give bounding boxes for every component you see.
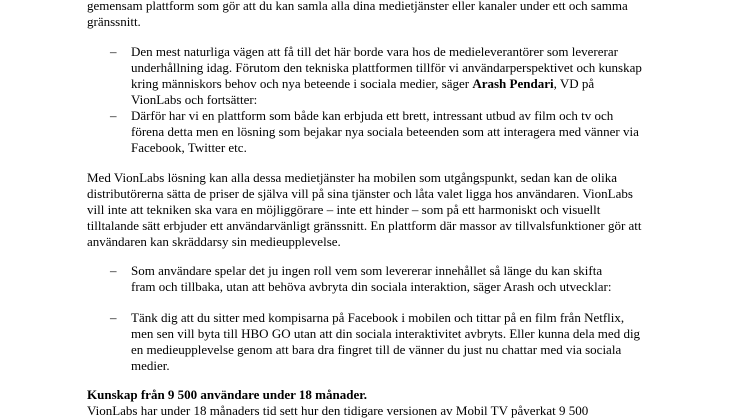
quote1-item1-line-3-prefix: kring människors behov och nya beteende i sociala medier, säger [131, 76, 473, 91]
section-heading [87, 387, 367, 403]
quote2-item2-line-1: Tänk dig att du sitter med kompisarna på Facebook i mobilen och tittar på en film från Netflix, [131, 310, 625, 325]
paragraph2-line-1: Med VionLabs lösning kan alla dessa medietjänster ha mobilen som utgångspunkt, sedan kan de olika [87, 170, 618, 185]
quote1-item1-line-2: underhållning idag. Förutom den tekniska plattformen tillför vi användarperspektivet och kunskap [131, 60, 642, 75]
paragraph2-line-4: tilltalande sätt erbjuder ett användarvänligt gränssnitt. En plattform där massor av tillvalsfunktioner gör att [87, 218, 642, 233]
quote1-item1-line-3-suffix: , VD på [553, 76, 595, 91]
paragraph2-line-5: användaren kan skräddarsy sin medieupplevelse. [87, 234, 341, 249]
quote-dash: – [110, 108, 117, 123]
quote2-item2-line-4: medier. [131, 358, 170, 373]
intro-line-1: gemensam plattform som gör att du kan samla alla dina medietjänster eller kanaler under ett och samma [87, 0, 628, 13]
section-line-1: VionLabs har under 18 månaders tid sett hur den tidigare versionen av Mobil TV påverkat 9 500 [87, 403, 589, 418]
quote1-item1-line-4: VionLabs och fortsätter: [131, 92, 258, 107]
intro-line-2: gränssnitt. [87, 14, 141, 29]
paragraph2-line-2: distributörerna sätta de priser de själva vill på sina tjänster och låta valet ligga hos användaren. VionLabs [87, 186, 633, 201]
quote-dash: – [110, 263, 117, 278]
quote1-item2-line-1: Därför har vi en plattform som både kan erbjuda ett brett, intressant utbud av film och tv och [131, 108, 614, 123]
quote1-item2-line-2: förena detta men en lösning som bejakar nya sociala beteenden som att interagera med vänner via [131, 124, 639, 139]
speaker-name: Arash Pendari [472, 76, 554, 91]
quote2-item1-line-2: fram och tillbaka, utan att behöva avbryta din sociala interaktion, säger Arash och utvecklar: [131, 279, 612, 294]
quote1-item1-line-3 [131, 76, 594, 92]
quote1-item2-line-3: Facebook, Twitter etc. [131, 140, 247, 155]
quote2-item1-line-1: Som användare spelar det ju ingen roll vem som levererar innehållet så länge du kan skifta [131, 263, 603, 278]
paragraph2-line-3: vill inte att tekniken ska vara en möjliggörare – inte ett hinder – som på ett harmoniskt och visuellt [87, 202, 601, 217]
quote2-item2-line-3: en medieupplevelse genom att bara dra fingret till de vänner du just nu chattar med via sociala [131, 342, 622, 357]
section-heading-text: Kunskap från 9 500 användare under 18 månader. [87, 387, 368, 402]
quote-dash: – [110, 310, 117, 325]
quote1-item1-line-1: Den mest naturliga vägen att få till det här borde vara hos de medieleverantörer som levererar [131, 44, 618, 59]
quote2-item2-line-2: men sen vill byta till HBO GO utan att din sociala interaktivitet avbryts. Eller kunna dela med dig [131, 326, 641, 341]
quote-dash: – [110, 44, 117, 59]
